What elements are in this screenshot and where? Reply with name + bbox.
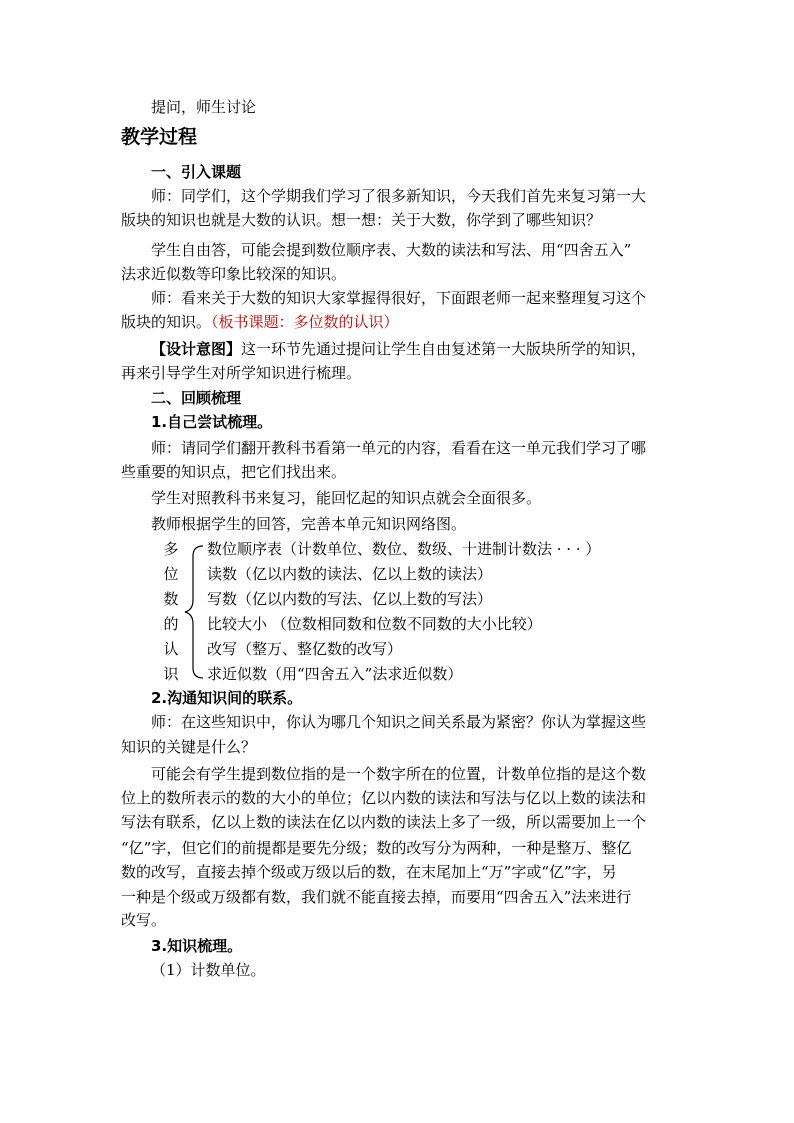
paragraph-line: 再来引导学生对所学知识进行梳理。: [121, 364, 362, 382]
paragraph-line: （1）计数单位。: [151, 961, 266, 979]
paragraph-line: 师：请同学们翻开教科书看第一单元的内容，看看在这一单元我们学习了哪: [151, 439, 647, 457]
paragraph-line: 一种是个级或万级都有数，我们就不能直接去掉，而要用“四舍五入”法来进行: [121, 888, 632, 906]
diagram-title-char: 数: [163, 590, 179, 608]
paragraph-line: 写法有联系，亿以上数的读法在亿以内数的读法上多了一级，所以需要加上一个: [121, 813, 647, 831]
paragraph-text: 版块的知识。: [121, 313, 212, 331]
paragraph-line: 可能会有学生提到数位指的是一个数字所在的位置，计数单位指的是这个数: [151, 765, 647, 783]
paragraph-line: 学生对照教科书来复习，能回忆起的知识点就会全面很多。: [151, 489, 542, 507]
subsection-heading: 2.沟通知识间的联系。: [151, 689, 303, 707]
diagram-title-char: 的: [163, 615, 179, 633]
paragraph-line: 些重要的知识点，把它们找出来。: [121, 463, 347, 481]
paragraph-line: 师：看来关于大数的知识大家掌握得很好，下面跟老师一起来整理复习这个: [151, 289, 647, 307]
paragraph-line: 知识的关键是什么？: [121, 738, 257, 756]
paragraph-line: 学生自由答，可能会提到数位顺序表、大数的读法和写法、用“四舍五入”: [151, 241, 632, 259]
diagram-topic: 读数（亿以内数的读法、亿以上数的读法）: [207, 565, 493, 583]
diagram-title-char: 认: [163, 640, 179, 658]
paragraph-line: 教师根据学生的回答，完善本单元知识网络图。: [151, 515, 467, 533]
diagram-topic: 改写（整万、整亿数的改写）: [207, 640, 403, 658]
section-heading-1: 一、引入课题: [151, 163, 242, 181]
paragraph-line: 改写。: [121, 911, 167, 929]
diagram-topic: 比较大小 （位数相同数和位数不同数的大小比较）: [207, 615, 542, 633]
diagram-topic: 写数（亿以内数的写法、亿以上数的写法）: [207, 590, 493, 608]
paragraph-line: [151, 337, 707, 361]
diagram-title-char: 多: [163, 540, 179, 558]
paragraph-line: 数的改写，直接去掉个级或万级以后的数，在末尾加上“万”字或“亿”字，另: [121, 863, 617, 881]
section-title-teaching-process: 教学过程: [121, 126, 198, 148]
paragraph-line: 法求近似数等印象比较深的知识。: [121, 265, 347, 283]
brace-icon: [181, 544, 207, 680]
design-intent-label: 【设计意图】: [151, 340, 242, 358]
paragraph-text: 这一环节先通过提问让学生自由复述第一大版块所学的知识，: [241, 340, 647, 358]
subsection-heading: 3.知识梳理。: [151, 937, 243, 955]
diagram-title-char: 识: [163, 665, 179, 683]
paragraph-line: 师：同学们，这个学期我们学习了很多新知识，今天我们首先来复习第一大: [151, 187, 647, 205]
paragraph-line: 位上的数所表示的数的大小的单位；亿以内数的读法和写法与亿以上数的读法和: [121, 789, 647, 807]
section-heading-2: 二、回顾梳理: [151, 389, 242, 407]
diagram-title-char: 位: [163, 565, 179, 583]
paragraph-line: [121, 310, 677, 334]
subsection-heading: 1.自己尝试梳理。: [151, 413, 273, 431]
board-note-red: （板书课题：多位数的认识）: [211, 313, 399, 331]
paragraph-intro: 提问，师生讨论: [151, 98, 257, 116]
diagram-topic: 求近似数（用“四舍五入”法求近似数）: [207, 665, 463, 683]
paragraph-line: “亿”字，但它们的前提都是要先分级；数的改写分为两种，一种是整万、整亿: [121, 839, 632, 857]
paragraph-line: 师：在这些知识中，你认为哪几个知识之间关系最为紧密？你认为掌握这些: [151, 713, 647, 731]
diagram-topic: 数位顺序表（计数单位、数位、数级、十进制计数法 · · · ）: [207, 540, 601, 558]
paragraph-line: 版块的知识也就是大数的认识。想一想：关于大数，你学到了哪些知识？: [121, 211, 602, 229]
